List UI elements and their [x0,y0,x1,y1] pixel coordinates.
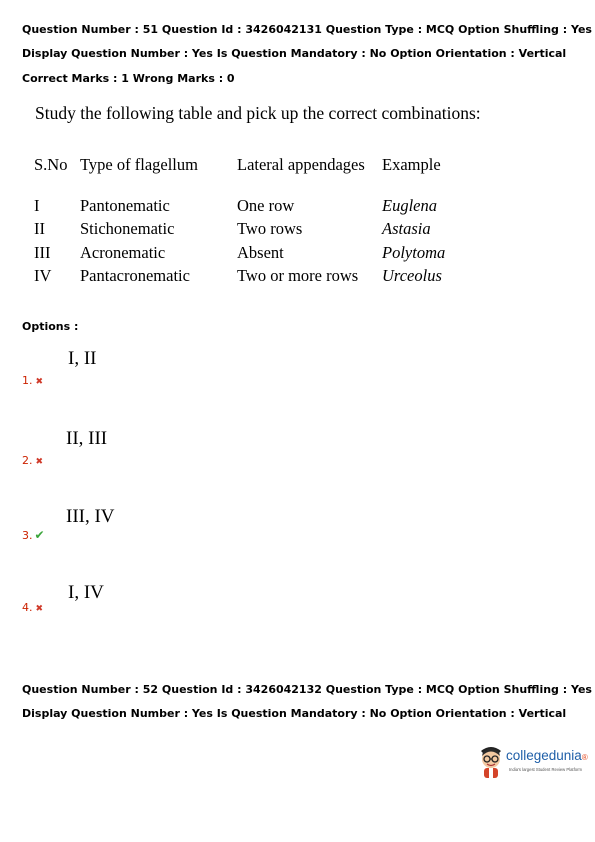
cell-example: Polytoma [382,242,446,262]
option-4 [22,601,43,614]
cell-type: Stichonematic [80,219,175,239]
logo-suffix: ® [581,753,588,762]
cell-example: Urceolus [382,266,442,286]
wrong-cross-icon: ✖ [35,457,44,467]
wrong-cross-icon: ✖ [35,377,44,387]
cell-type: Pantacronematic [80,266,190,286]
table-row [34,265,462,289]
wrong-cross-icon: ✖ [35,604,44,614]
cell-sno: IV [34,266,52,286]
option-3-text: III, IV [66,506,115,527]
header-appendages: Lateral appendages [237,155,365,174]
option-1-text: I, II [68,348,97,369]
cell-appendages: One row [237,195,295,215]
cell-example: Euglena [382,195,437,215]
cell-example: Astasia [382,219,431,239]
option-number: 4. [22,601,33,614]
option-1 [22,374,43,387]
header-type: Type of flagellum [80,155,198,174]
cell-sno: III [34,242,51,262]
correct-check-icon: ✔ [34,528,45,542]
logo-wordmark [506,748,588,763]
logo-name: collegedunia [506,748,582,763]
option-number: 1. [22,374,33,387]
student-mascot-icon [476,743,506,781]
cell-appendages: Absent [237,242,284,262]
option-number: 2. [22,454,33,467]
cell-sno: II [34,219,45,239]
options-label: Options : [22,320,79,333]
logo-tagline: India's largest Student Review Platform [509,767,582,772]
table-row [34,218,462,242]
flagellum-table [34,150,462,288]
option-2 [22,454,43,467]
cell-type: Acronematic [80,242,166,262]
option-3 [22,528,45,542]
cell-sno: I [34,195,40,215]
cell-appendages: Two or more rows [237,266,359,286]
header-example: Example [382,155,441,174]
option-2-text: II, III [66,428,108,449]
marks-line: Correct Marks : 1 Wrong Marks : 0 [22,72,235,85]
question-meta-line1: Question Number : 52 Question Id : 3426042132 Question Type : MCQ Option Shuffling : Yes [22,683,592,696]
option-4-text: I, IV [68,582,104,603]
cell-appendages: Two rows [237,219,303,239]
question-meta-line2: Display Question Number : Yes Is Question Mandatory : No Option Orientation : Vertical [22,47,567,60]
collegedunia-logo [476,743,586,783]
cell-type: Pantonematic [80,195,170,215]
option-number: 3. [22,529,33,542]
header-sno: S.No [34,155,68,174]
question-text: Study the following table and pick up the correct combinations: [35,103,481,123]
table-header-row [34,150,462,194]
question-meta-line2: Display Question Number : Yes Is Question Mandatory : No Option Orientation : Vertical [22,707,567,720]
question-meta-line1: Question Number : 51 Question Id : 3426042131 Question Type : MCQ Option Shuffling : Yes [22,23,592,36]
table-row [34,194,462,218]
table-row [34,241,462,265]
